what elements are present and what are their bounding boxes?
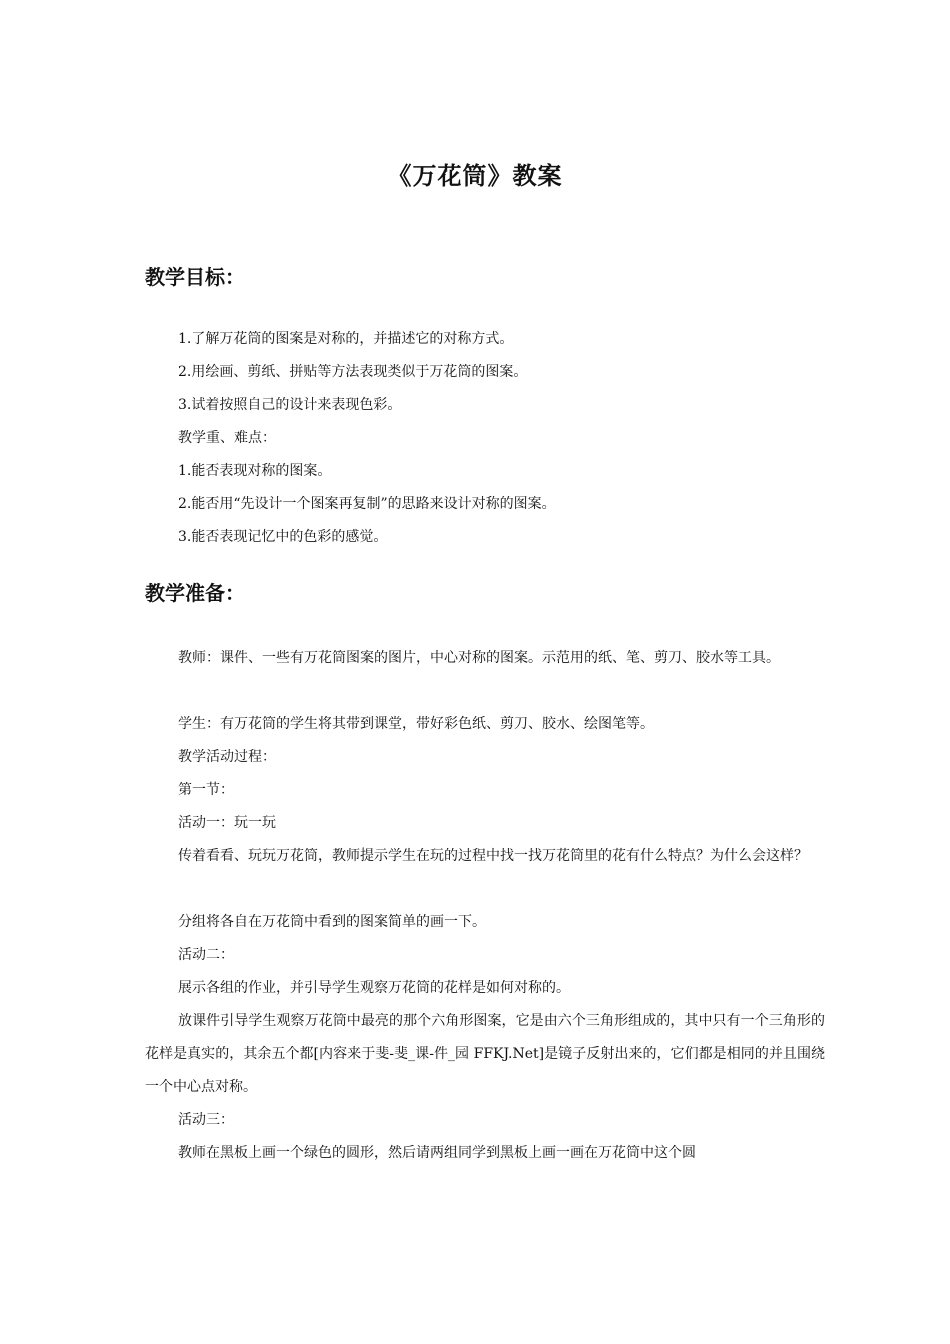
- key-point-item-3: 3.能否表现记忆中的色彩的感觉。: [178, 529, 388, 545]
- objective-item-2: 2.用绘画、剪纸、拼贴等方法表现类似于万花筒的图案。: [178, 364, 528, 380]
- activity-2-label: 活动二：: [178, 947, 234, 963]
- key-point-item-1: 1.能否表现对称的图案。: [178, 463, 332, 479]
- key-point-item-2: 2.能否用“先设计一个图案再复制”的思路来设计对称的图案。: [178, 496, 556, 512]
- activity-1-draw: 分组将各自在万花筒中看到的图案简单的画一下。: [178, 914, 486, 930]
- lesson-1-label: 第一节：: [178, 782, 234, 798]
- key-points-label: 教学重、难点：: [178, 430, 276, 446]
- activity-1-label: 活动一：玩一玩: [178, 815, 276, 831]
- objective-item-1: 1.了解万花筒的图案是对称的，并描述它的对称方式。: [178, 331, 514, 347]
- section-heading-objectives: 教学目标：: [145, 265, 245, 289]
- prep-student: 学生：有万花筒的学生将其带到课堂，带好彩色纸、剪刀、胶水、绘图笔等。: [178, 716, 654, 732]
- document-title: 《万花筒》教案: [387, 162, 563, 190]
- activity-2-courseware: 放课件引导学生观察万花筒中最亮的那个六角形图案，它是由六个三角形组成的，其中只有一个三角形的花样是真实的，其余五个都[内容来于斐-斐_课-件_园 FFKJ.Net]是镜子反射出来的，它们都是相同的并且围绕一个中心点对称。: [145, 1013, 825, 1095]
- activity-3-text: 教师在黑板上画一个绿色的圆形，然后请两组同学到黑板上画一画在万花筒中这个圆: [178, 1145, 696, 1161]
- activity-2-text: 展示各组的作业，并引导学生观察万花筒的花样是如何对称的。: [178, 980, 570, 996]
- objective-item-3: 3.试着按照自己的设计来表现色彩。: [178, 397, 402, 413]
- activity-3-label: 活动三：: [178, 1112, 234, 1128]
- section-heading-preparation: 教学准备：: [145, 581, 245, 605]
- process-label: 教学活动过程：: [178, 749, 276, 765]
- prep-teacher: 教师：课件、一些有万花筒图案的图片，中心对称的图案。示范用的纸、笔、剪刀、胶水等工具。: [178, 650, 780, 666]
- activity-1-text: 传着看看、玩玩万花筒，教师提示学生在玩的过程中找一找万花筒里的花有什么特点？为什么会这样？: [178, 848, 808, 864]
